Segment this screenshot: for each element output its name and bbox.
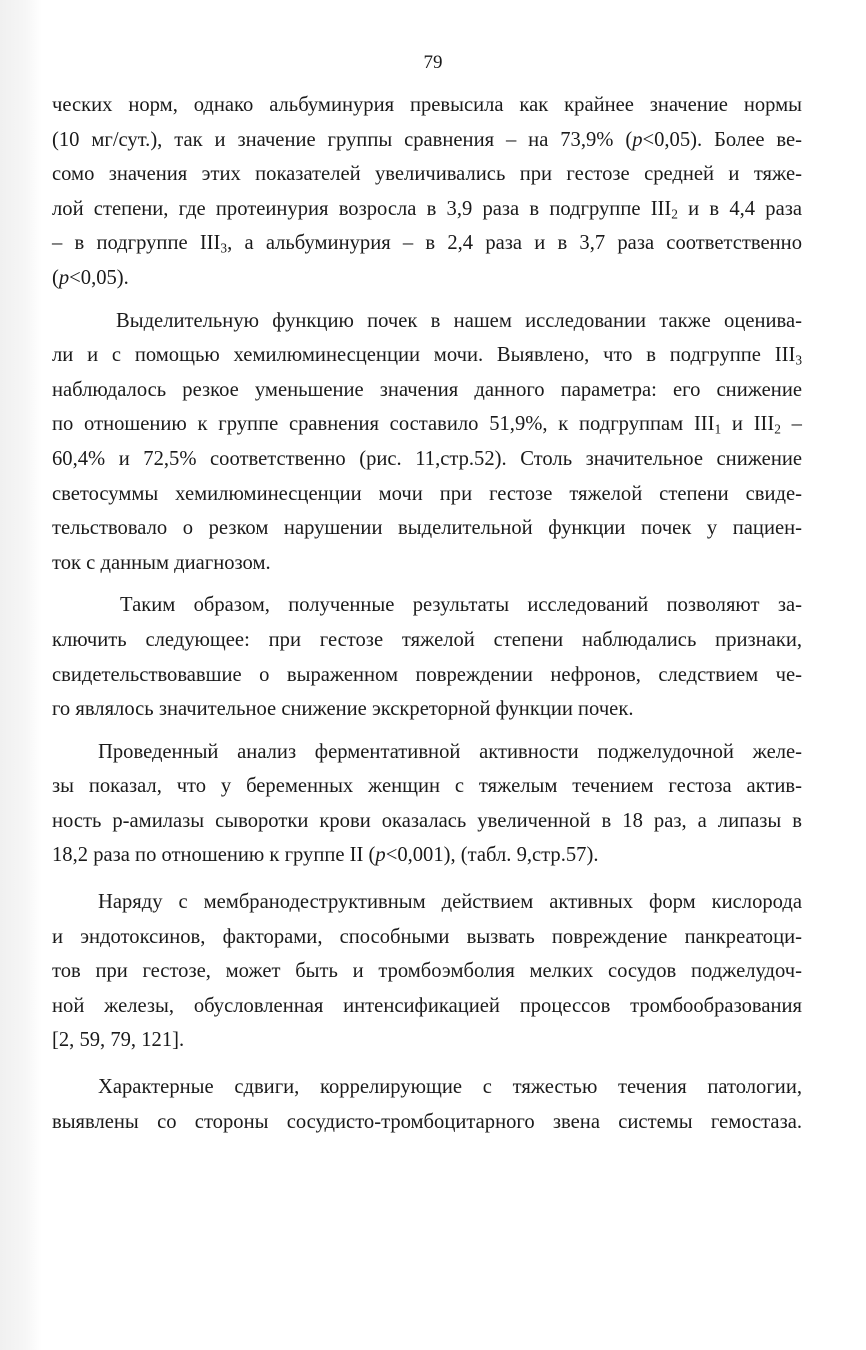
text-line: наблюдалось резкое уменьшение значения данного параметра: его снижение [52, 378, 802, 401]
paragraph-5 [52, 885, 802, 1058]
paragraph-3 [52, 588, 802, 726]
text-line: выявлены со стороны сосудисто-тромбоцитарного звена системы гемостаза. [52, 1110, 802, 1133]
text-line: ли и с помощью хемилюминесценции мочи. Выявлено, что в подгруппе $III_3$ [52, 344, 802, 368]
text-line: ность р-амилазы сыворотки крови оказалась увеличенной в 18 раз, а липазы в [52, 809, 802, 832]
text-line: Характерные сдвиги, коррелирующие с тяжестью течения патологии, [98, 1076, 802, 1099]
text-line: свидетельствовавшие о выраженном повреждении нефронов, следствием че- [52, 663, 802, 686]
text-line: ческих норм, однако альбуминурия превысила как крайнее значение нормы [52, 94, 802, 116]
text-line: по отношению к группе сравнения составило 51,9%, к подгруппам $III_1$ и $III_2$ – [52, 413, 802, 437]
text-line: тельствовало о резком нарушении выделительной функции почек у пациен- [52, 517, 802, 540]
text-line: зы показал, что у беременных женщин с тяжелым течением гестоза актив- [52, 775, 802, 798]
text-line: тов при гестозе, может быть и тромбоэмболия мелких сосудов поджелудоч- [52, 960, 802, 983]
text-line: Проведенный анализ ферментативной активности поджелудочной желе- [98, 740, 802, 763]
text-line: ключить следующее: при гестозе тяжелой степени наблюдались признаки, [52, 628, 802, 651]
text-line: лой степени, где протеинурия возросла в 3,9 раза в подгруппе $III_2$ и в 4,4 раза [52, 197, 803, 222]
text-line: ток с данным диагнозом. [52, 551, 271, 574]
text-line: Таким образом, полученные результаты исследований позволяют за- [120, 594, 802, 617]
text-line: го являлось значительное снижение экскреторной функции почек. [52, 698, 634, 721]
paragraph-2 [52, 304, 802, 581]
text-line: Наряду с мембранодеструктивным действием активных форм кислорода [98, 891, 802, 914]
text-line: (p<0,05). [52, 266, 129, 289]
text-line: светосуммы хемилюминесценции мочи при гестозе тяжелой степени свиде- [52, 482, 802, 505]
text-line: (10 мг/сут.), так и значение группы сравнения – на 73,9% (p<0,05). Более ве- [52, 128, 802, 151]
page-number: 79 [423, 52, 443, 73]
paragraph-1 [52, 88, 802, 296]
text-line: ной железы, обусловленная интенсификацией процессов тромбообразования [52, 994, 802, 1017]
text-line: сомо значения этих показателей увеличивались при гестозе средней и тяже- [52, 163, 802, 186]
paragraph-6 [52, 1070, 802, 1139]
page-edge-shadow [0, 0, 42, 1350]
text-line: – в подгруппе $III_3$, а альбуминурия – в 2,4 раза и в 3,7 раза соответственно [52, 232, 802, 256]
paragraph-4 [52, 735, 802, 873]
text-line: и эндотоксинов, факторами, способными вызвать повреждение панкреатоци- [52, 925, 802, 948]
text-line: Выделительную функцию почек в нашем исследовании также оценива- [116, 309, 802, 332]
text-line: 60,4% и 72,5% соответственно (рис. 11,стр.52). Столь значительное снижение [52, 447, 802, 470]
text-line: 18,2 раза по отношению к группе II (p<0,001), (табл. 9,стр.57). [52, 844, 599, 867]
document-body [52, 88, 802, 1139]
text-line: [2, 59, 79, 121]. [52, 1029, 185, 1052]
